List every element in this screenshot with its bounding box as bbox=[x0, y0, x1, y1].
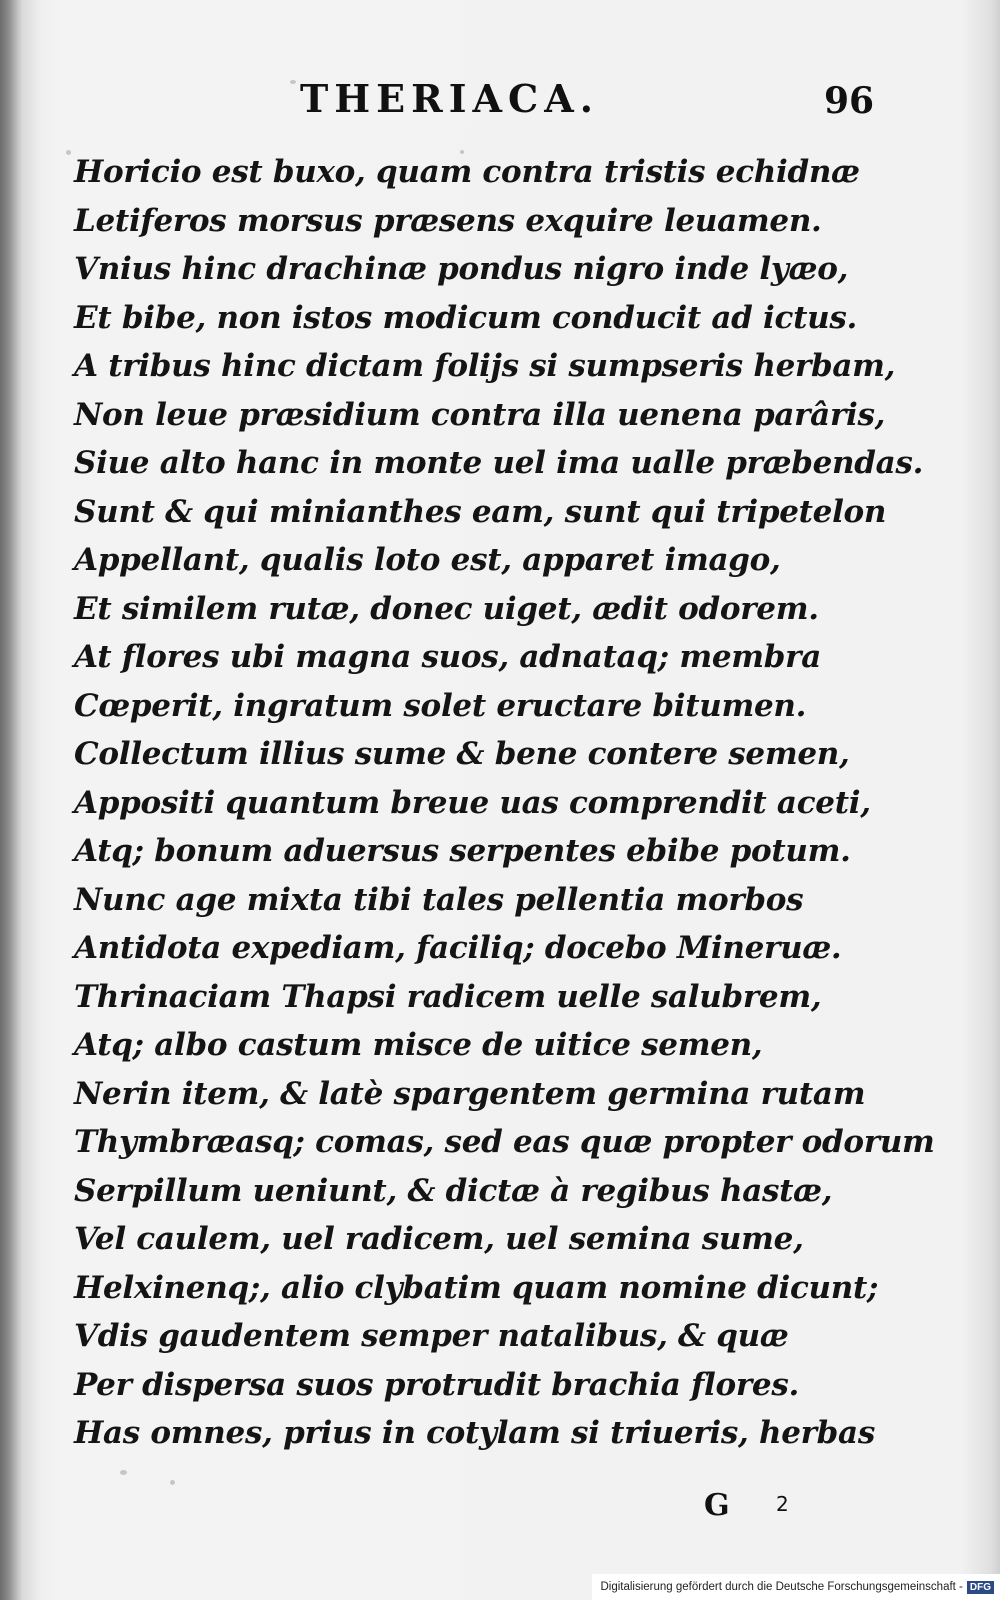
verse-line: At flores ubi magna suos, adnataq; membra bbox=[74, 639, 822, 675]
verse-line: Thymbræasq; comas, sed eas quæ propter odorum bbox=[74, 1124, 935, 1160]
verse-line: Non leue præsidium contra illa uenena parâris, bbox=[74, 396, 886, 433]
verse-line: Atq; albo castum misce de uitice semen, bbox=[74, 1027, 763, 1063]
verse-line: Vdis gaudentem semper natalibus, & quæ bbox=[74, 1318, 789, 1354]
verse-line: Has omnes, prius in cotylam si triueris, herbas bbox=[74, 1415, 875, 1451]
verse-line: Sunt & qui minianthes eam, sunt qui tripetelon bbox=[74, 493, 887, 530]
verse-line: Siue alto hanc in monte uel ima ualle præbendas. bbox=[74, 445, 924, 481]
verse-line: Et bibe, non istos modicum conducit ad ictus. bbox=[74, 299, 858, 336]
verse-line: Vel caulem, uel radicem, uel semina sume, bbox=[74, 1221, 804, 1257]
verse-line: Collectum illius sume & bene contere semen, bbox=[74, 736, 850, 772]
verse-line: Antidota expediam, faciliq; docebo Mineruæ. bbox=[74, 930, 842, 966]
verse-line: Thrinaciam Thapsi radicem uelle salubrem, bbox=[74, 978, 822, 1015]
verse-line: Vnius hinc drachinæ pondus nigro inde lyæo, bbox=[74, 251, 849, 287]
verse-line: Nerin item, & latè spargentem germina rutam bbox=[74, 1075, 866, 1112]
signature-number: 2 bbox=[776, 1492, 789, 1516]
verse-line: Appellant, qualis loto est, apparet imago, bbox=[74, 542, 781, 578]
running-title: THERIACA. bbox=[300, 76, 599, 121]
verse-line: Atq; bonum aduersus serpentes ebibe potum. bbox=[74, 833, 851, 869]
signature-mark: G bbox=[704, 1488, 730, 1523]
poem-text bbox=[74, 148, 935, 1458]
verse-line: Appositi quantum breue uas comprendit aceti, bbox=[74, 784, 871, 821]
verse-line: Per dispersa suos protrudit brachia flores. bbox=[74, 1366, 800, 1403]
verse-line: Horicio est buxo, quam contra tristis echidnæ bbox=[74, 154, 860, 190]
dfg-logo: DFG bbox=[967, 1581, 994, 1594]
credit-text: Digitalisierung gefördert durch die Deutsche Forschungsgemeinschaft - bbox=[600, 1581, 963, 1593]
verse-line: Et similem rutæ, donec uiget, ædit odorem. bbox=[74, 590, 819, 627]
verse-line: Nunc age mixta tibi tales pellentia morbos bbox=[74, 881, 804, 918]
verse-line: Letiferos morsus præsens exquire leuamen. bbox=[74, 202, 822, 239]
verse-line: Cœperit, ingratum solet eructare bitumen. bbox=[74, 687, 807, 724]
folio-number: 96 bbox=[824, 80, 875, 122]
verse-line: A tribus hinc dictam folijs si sumpseris herbam, bbox=[74, 348, 896, 384]
digitization-credit bbox=[592, 1574, 1000, 1600]
verse-line: Serpillum ueniunt, & dictæ à regibus hastæ, bbox=[74, 1172, 833, 1209]
verse-line: Helxinenq;, alio clybatim quam nomine dicunt; bbox=[74, 1269, 879, 1306]
